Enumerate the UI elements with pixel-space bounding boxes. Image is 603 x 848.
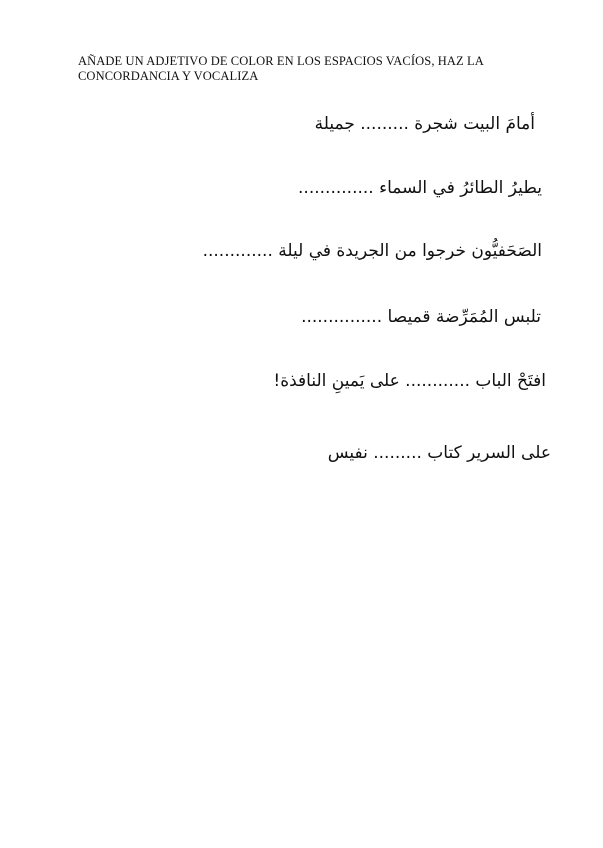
exercise-sentence-3: الصَحَفيُّون خرجوا من الجريدة في ليلة ............. [202, 241, 542, 261]
exercise-sentence-4: تلبس المُمَرِّضة قميصا ............... [301, 307, 541, 327]
instructions-line-1: AÑADE UN ADJETIVO DE COLOR EN LOS ESPACIOS VACÍOS, HAZ LA [78, 54, 484, 68]
exercise-sentence-2: يطيرُ الطائرُ في السماء .............. [298, 178, 542, 198]
instructions-line-2: CONCORDANCIA Y VOCALIZA [78, 69, 259, 83]
exercise-sentence-5: افتَحْ الباب ............ على يَمينِ النافذة! [273, 371, 546, 391]
instructions-heading [78, 54, 548, 84]
exercise-sentence-6: على السرير كتاب ......... نفيس [327, 443, 551, 463]
exercise-sentence-1: أمامَ البيت شجرة ......... جميلة [314, 114, 535, 134]
